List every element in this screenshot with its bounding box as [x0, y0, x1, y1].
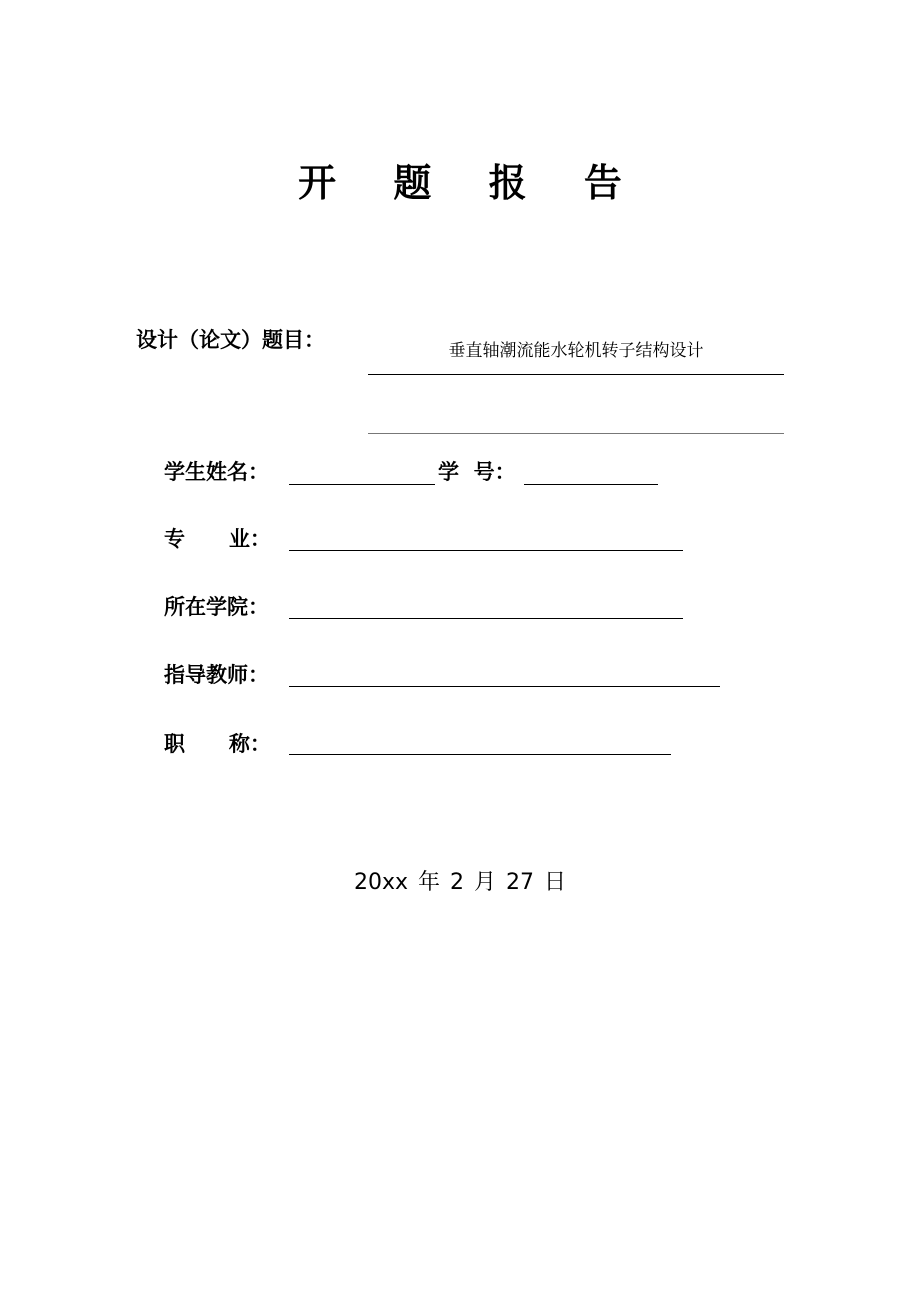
- advisor-underline: [289, 686, 720, 687]
- topic-underline-2: [368, 433, 784, 434]
- college-label: 所在学院：: [164, 595, 269, 619]
- date-month: 2: [450, 870, 465, 895]
- major-underline: [289, 550, 683, 551]
- student-name-underline: [289, 484, 435, 485]
- report-date: [0, 868, 920, 898]
- student-name-label: 学生姓名：: [164, 460, 269, 484]
- date-day: 27: [506, 870, 535, 895]
- student-id-label: 学 号：: [438, 460, 516, 484]
- major-label: 专 业：: [164, 527, 271, 551]
- job-title-underline: [289, 754, 671, 755]
- student-id-underline: [524, 484, 658, 485]
- topic-underline-1: [368, 374, 784, 375]
- advisor-label: 指导教师：: [164, 663, 269, 687]
- topic-value: 垂直轴潮流能水轮机转子结构设计: [448, 341, 704, 361]
- college-underline: [289, 618, 683, 619]
- topic-label: 设计（论文）题目：: [136, 328, 325, 352]
- date-year-unit: 年: [418, 870, 441, 895]
- date-month-unit: 月: [474, 870, 497, 895]
- date-year: 20xx: [353, 870, 408, 895]
- date-day-unit: 日: [544, 870, 567, 895]
- document-title: 开 题 报 告: [298, 161, 644, 205]
- job-title-label: 职 称：: [164, 732, 271, 756]
